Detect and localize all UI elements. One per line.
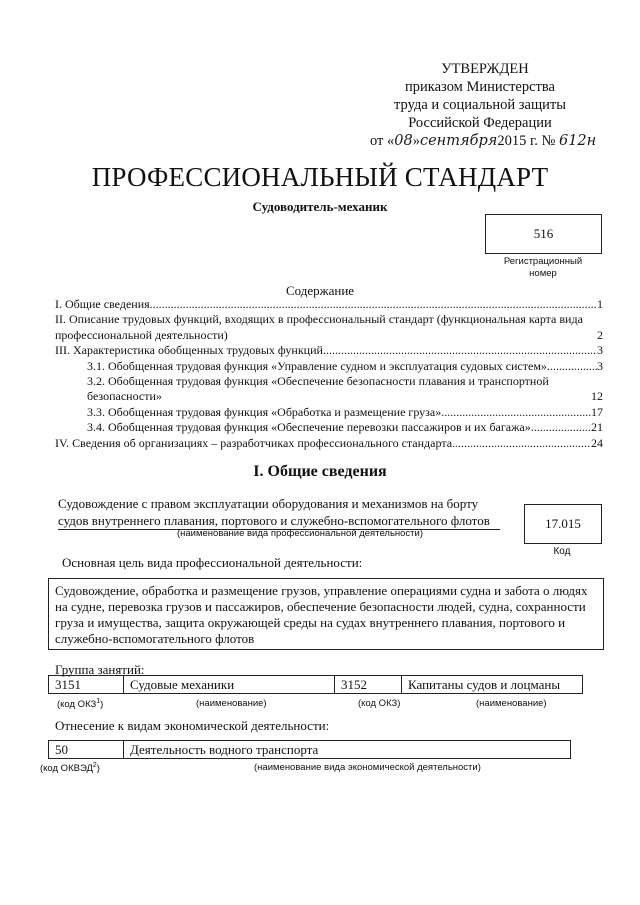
okz-name-cell: Судовые механики: [124, 676, 335, 694]
okz-name-caption-2: (наименование): [476, 698, 547, 709]
activity-kind-line-2: судов внутреннего плавания, портового и служебно-вспомогательного флотов: [58, 512, 500, 530]
date-prefix: от «: [370, 133, 395, 149]
approval-line-4: Российской Федерации: [408, 115, 552, 131]
okz-name-cell: Капитаны судов и лоцманы: [402, 676, 583, 694]
handwritten-month: сентября: [419, 133, 498, 149]
registration-number-box: 516: [485, 214, 602, 254]
activity-kind: [58, 495, 500, 530]
document-subtitle: Судоводитель-механик: [252, 199, 388, 214]
section-title: I. Общие сведения: [253, 463, 387, 480]
toc-item[interactable]: IV. Сведения об организациях – разработчиках профессионального стандарта ..... 24: [55, 436, 603, 451]
table-of-contents: [55, 297, 603, 451]
okz-code-caption: (код ОКЗ$^1$): [57, 698, 104, 711]
activity-kind-caption: (наименование вида профессиональной деятельности): [176, 528, 424, 539]
toc-item[interactable]: 3.3. Обобщенная трудовая функция «Обработка и размещение груза» ..... 17: [55, 405, 603, 420]
date-year: 2015 г. №: [497, 133, 556, 149]
approval-block: [360, 60, 600, 150]
okz-name-caption: (наименование): [196, 698, 267, 709]
toc-item[interactable]: I. Общие сведения ..... 1: [55, 297, 603, 312]
approval-heading: УТВЕРЖДЕН: [441, 61, 529, 77]
activity-code-box: 17.015: [524, 504, 602, 544]
okved-code-caption: (код ОКВЭД$^2$): [40, 762, 100, 775]
economic-activity-label: Отнесение к видам экономической деятельности:: [55, 718, 330, 733]
approval-date-line: [360, 132, 600, 150]
approval-line-3: труда и социальной защиты: [394, 97, 566, 113]
occupation-group-table: [48, 675, 583, 694]
document-title: ПРОФЕССИОНАЛЬНЫЙ СТАНДАРТ: [91, 162, 549, 192]
approval-line-2: приказом Министерства: [405, 79, 555, 95]
date-mid: »: [412, 133, 420, 149]
okved-name-caption: (наименование вида экономической деятельности): [254, 762, 481, 773]
okved-code-cell: 50: [49, 741, 124, 759]
toc-item[interactable]: 3.1. Обобщенная трудовая функция «Управление судном и эксплуатация судовых систем» ..... 3: [55, 359, 603, 374]
handwritten-day: 08: [394, 133, 413, 149]
activity-code-label: Код: [553, 546, 571, 557]
toc-item[interactable]: 3.4. Обобщенная трудовая функция «Обеспечение перевозки пассажиров и их багажа» ..... 21: [55, 420, 603, 435]
goal-box: Судовождение, обработка и размещение грузов, управление операциями судна и забота о людях на судне, перевозка грузов и пассажиров, обеспечение безопасности людей, судна, сохранности груза и имущества, защита окружающей среды на судах внутреннего плавания, портового и служебно-вспомогательного флотов: [48, 578, 604, 650]
activity-kind-line-1: Судовождение с правом эксплуатации оборудования и механизмов на борту: [58, 496, 479, 511]
okved-name-cell: Деятельность водного транспорта: [124, 741, 571, 759]
occupation-group-label: Группа занятий:: [55, 662, 145, 677]
okz-code-caption-2: (код ОКЗ): [358, 698, 401, 709]
registration-number-label: Регистрационный номер: [503, 256, 583, 279]
goal-label: Основная цель вида профессиональной деятельности:: [62, 555, 363, 570]
toc-item[interactable]: II. Описание трудовых функций, входящих в профессиональный стандарт (функциональная карта вида профессиональной деятельности) 2: [55, 312, 603, 342]
toc-item[interactable]: III. Характеристика обобщенных трудовых функций ..... 3: [55, 343, 603, 358]
economic-activity-table: [48, 740, 571, 759]
toc-item[interactable]: 3.2. Обобщенная трудовая функция «Обеспечение безопасности плавания и транспортной безопасности» 12: [87, 374, 603, 404]
okz-code-cell: 3151: [49, 676, 124, 694]
toc-title: Содержание: [285, 283, 355, 298]
okz-code-cell: 3152: [335, 676, 402, 694]
handwritten-number: 612н: [558, 133, 597, 149]
